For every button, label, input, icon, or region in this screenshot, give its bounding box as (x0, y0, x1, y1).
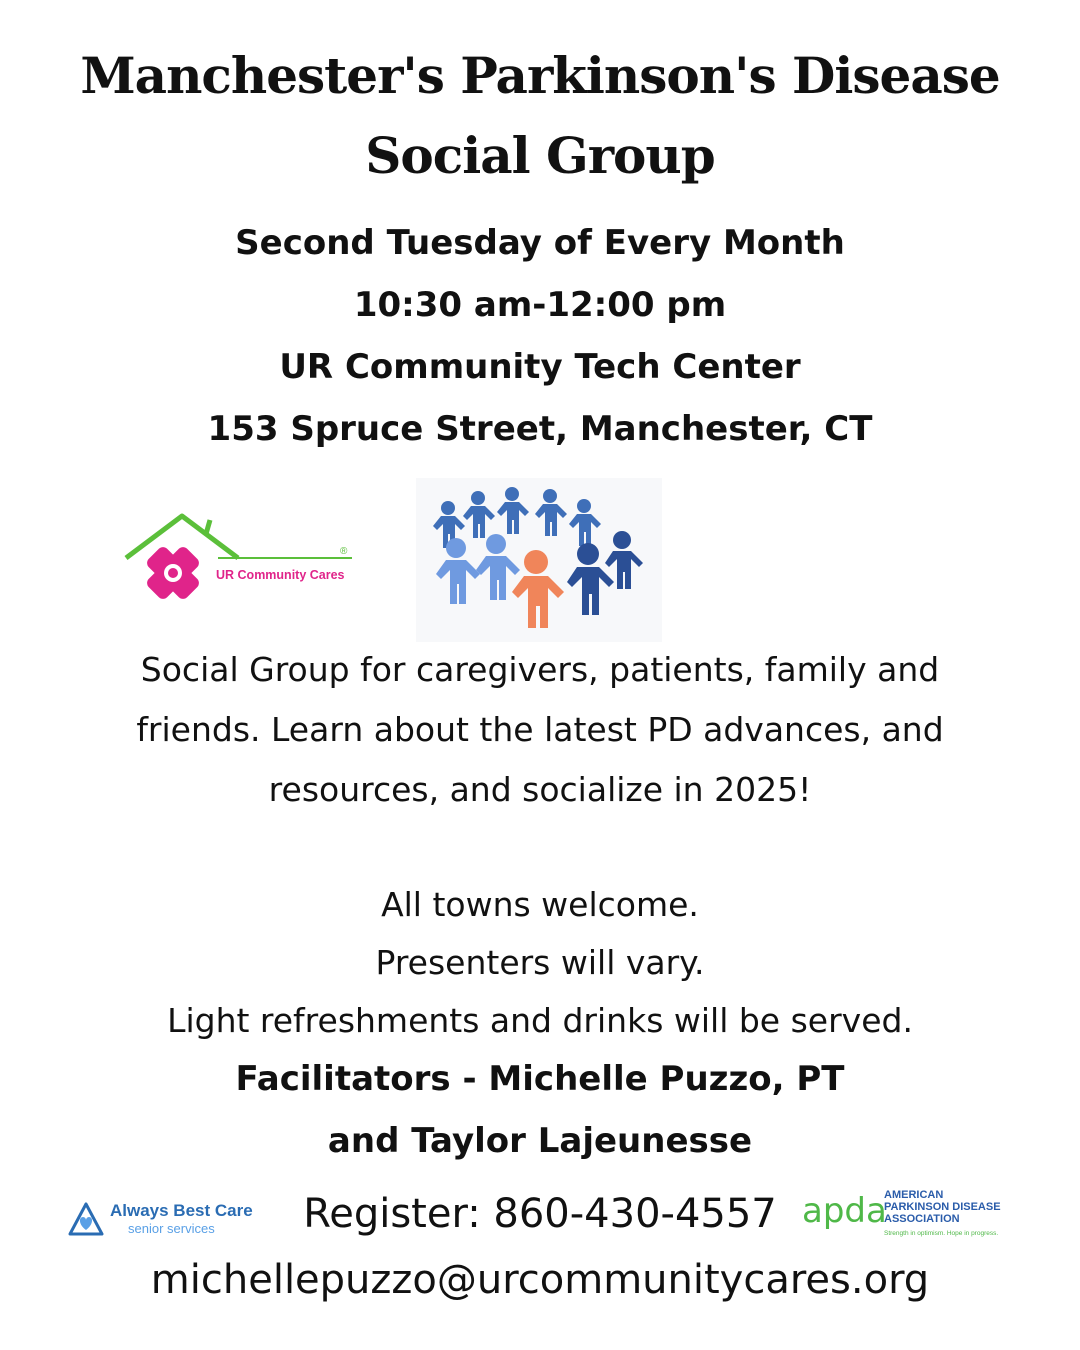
event-schedule: Second Tuesday of Every Month (235, 223, 845, 263)
always-best-care-logo (66, 1196, 266, 1242)
page-title (0, 36, 1080, 196)
title-line-1: Manchester's Parkinson's Disease (80, 46, 1000, 105)
description-line-1: Social Group for caregivers, patients, family and (140, 650, 940, 689)
contact-email: michellepuzzo@urcommunitycares.org (150, 1257, 930, 1303)
description-line-3: resources, and socialize in 2025! (268, 770, 812, 809)
info-line-1: All towns welcome. (381, 885, 699, 924)
description-line-2: friends. Learn about the latest PD advances, and (136, 710, 944, 749)
event-venue: UR Community Tech Center (279, 347, 801, 387)
title-line-2: Social Group (365, 126, 715, 185)
facilitators (0, 1048, 1080, 1172)
info-line-2: Presenters will vary. (375, 943, 705, 982)
abc-logo-name: Always Best Care (110, 1201, 253, 1220)
apda-logo-mark: apda (802, 1191, 887, 1231)
apda-logo-line-1: AMERICAN (884, 1189, 944, 1201)
event-info (0, 876, 1080, 1050)
event-time: 10:30 am-12:00 pm (353, 285, 727, 325)
apda-logo-line-2: PARKINSON DISEASE (884, 1201, 1001, 1213)
info-line-3: Light refreshments and drinks will be served. (167, 1001, 913, 1040)
register-phone: Register: 860-430-4557 (303, 1191, 777, 1237)
apda-logo (800, 1186, 1030, 1242)
event-details (0, 212, 1080, 460)
urcc-logo-text: UR Community Cares (216, 568, 345, 582)
group-description (60, 640, 1020, 820)
ur-community-cares-logo (120, 508, 360, 618)
registered-mark: ® (340, 546, 348, 557)
apda-logo-line-3: ASSOCIATION (884, 1213, 960, 1225)
event-address: 153 Spruce Street, Manchester, CT (207, 409, 873, 449)
facilitators-line-1: Facilitators - Michelle Puzzo, PT (235, 1059, 845, 1099)
abc-logo-tagline: senior services (128, 1221, 215, 1236)
paper-people-circle-image (416, 478, 662, 642)
apda-logo-tagline: Strength in optimism. Hope in progress. (884, 1230, 999, 1237)
hands-icon (145, 545, 202, 602)
facilitators-line-2: and Taylor Lajeunesse (327, 1121, 753, 1161)
heart-triangle-icon (70, 1204, 102, 1234)
